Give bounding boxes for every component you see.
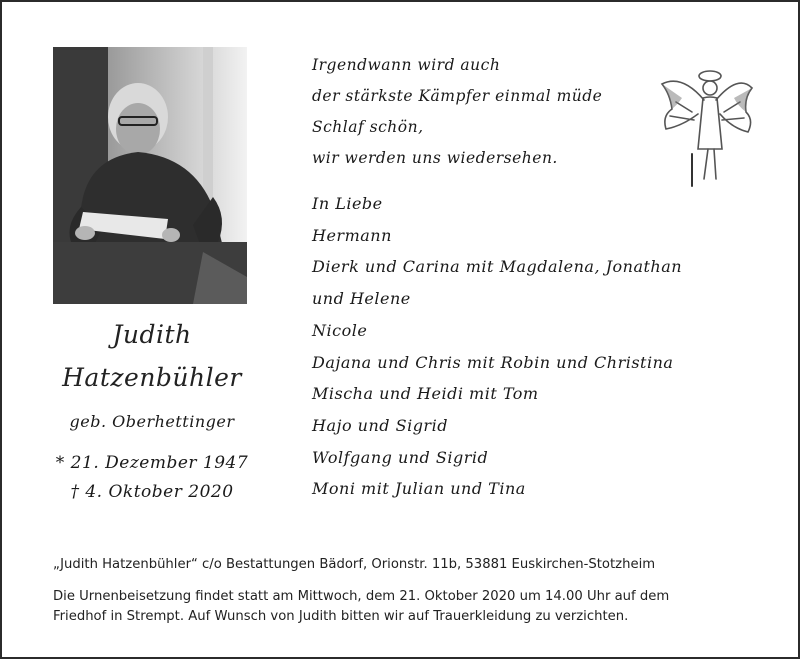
birth-name: geb. Oberhettinger (69, 412, 235, 431)
family-line: Hermann (312, 225, 392, 245)
family-line: Nicole (312, 320, 368, 340)
poem-line: Schlaf schön, (312, 118, 424, 136)
poem (312, 50, 602, 174)
condolence-address: „Judith Hatzenbühler“ c/o Bestattungen Bädorf, Orionstr. 11b, 53881 Euskirchen-Stotzheim (53, 557, 656, 572)
family-line: Moni mit Julian und Tina (312, 479, 526, 499)
family-line: Dajana und Chris mit Robin und Christina (312, 352, 674, 372)
funeral-info (53, 587, 753, 627)
deceased-last-name: Hatzenbühler (62, 363, 242, 392)
family-line: Hajo und Sigrid (312, 415, 448, 435)
family-line: Wolfgang und Sigrid (312, 447, 489, 467)
birth-date: * 21. Dezember 1947 (55, 453, 249, 473)
poem-line: Irgendwann wird auch (312, 56, 501, 74)
family-line: In Liebe (312, 194, 383, 213)
funeral-info-line: Friedhof in Strempt. Auf Wunsch von Judith bitten wir auf Trauerkleidung zu verzichten. (53, 609, 629, 624)
deceased-first-name: Judith (112, 320, 192, 349)
portrait-photo (53, 47, 247, 304)
poem-line: wir werden uns wiedersehen. (312, 149, 558, 167)
angel-icon (652, 54, 756, 188)
poem-line: der stärkste Kämpfer einmal müde (312, 87, 603, 105)
death-date: † 4. Oktober 2020 (70, 482, 234, 502)
family-line: Dierk und Carina mit Magdalena, Jonathan (312, 257, 683, 277)
funeral-info-line: Die Urnenbeisetzung findet statt am Mittwoch, dem 21. Oktober 2020 um 14.00 Uhr auf dem (53, 589, 670, 604)
family-line: Mischa und Heidi mit Tom (312, 384, 539, 404)
family-list (312, 188, 682, 505)
family-line: und Helene (312, 289, 411, 309)
